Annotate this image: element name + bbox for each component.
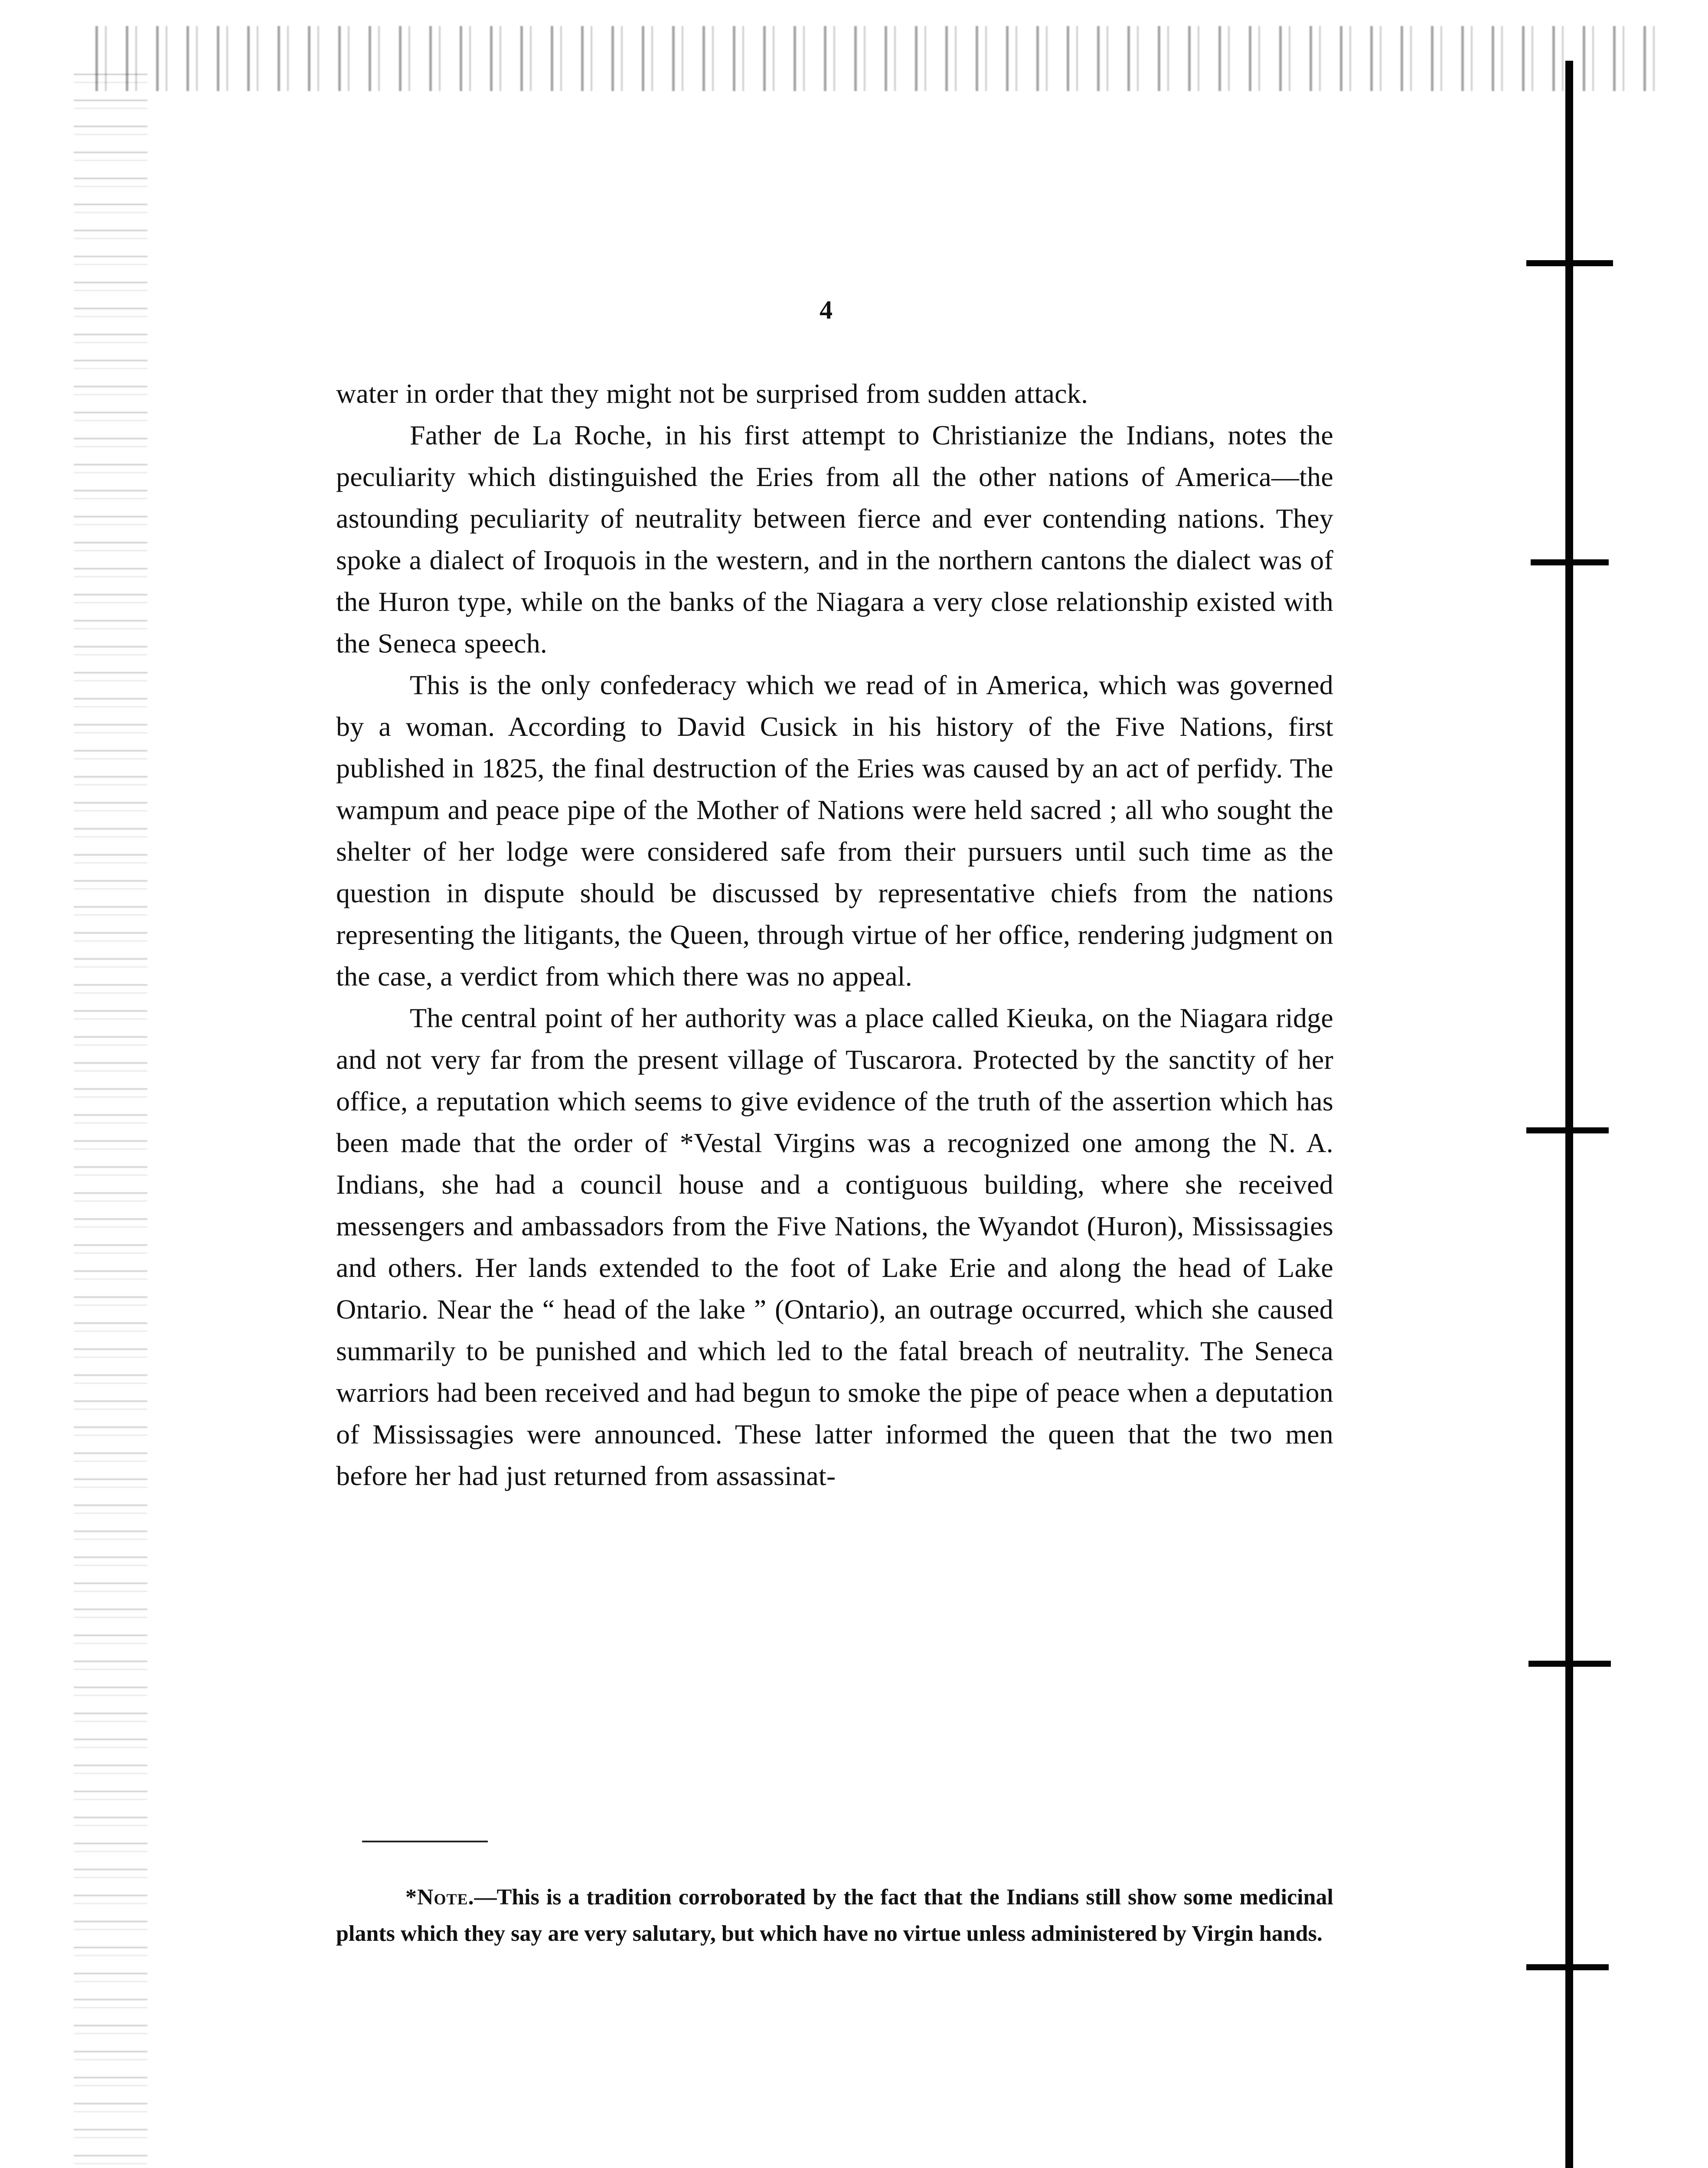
paragraph: water in order that they might not be surprised from sudden attack. [336, 378, 1088, 409]
paragraph: Father de La Roche, in his first attempt to Christianize the Indians, notes the peculiarity which distinguished the Eries from all the other nations of America—the astounding peculiarity of neutrality between fierce and ever contending nations. They spoke a dialect of Iroquois in the western, and in the northern cantons the dialect was of the Huron type, while on the banks of the Niagara a very close relationship existed with the Seneca speech. [336, 420, 1333, 659]
binding-tick [1531, 559, 1609, 565]
footnote [336, 1879, 1333, 1952]
binding-tick [1526, 260, 1613, 266]
binding-edge [1565, 61, 1573, 2168]
paragraph: The central point of her authority was a place called Kieuka, on the Niagara ridge and not very far from the present village of Tuscarora. Protected by the sanctity of her office, a reputation which seems to give evidence of the truth of the assertion which has been made that the order of *Vestal Virgins was a recognized one among the N. A. Indians, she had a council house and a contiguous building, where she received messengers and ambassadors from the Five Nations, the Wyandot (Huron), Mississagies and others. Her lands extended to the foot of Lake Erie and along the head of Lake Ontario. Near the “ head of the lake ” (Ontario), an outrage occurred, which she caused summarily to be punished and which led to the fatal breach of neutrality. The Seneca warriors had been received and had begun to smoke the pipe of peace when a deputation of Mississagies were announced. These latter informed the queen that the two men before her had just returned from assassinat- [336, 1002, 1333, 1491]
footnote-label: *Note. [405, 1885, 474, 1910]
scan-edge-top [95, 26, 1665, 91]
page-number: 4 [820, 296, 833, 324]
scan-edge-left [74, 74, 147, 2168]
footnote-rule [362, 1841, 488, 1842]
footnote-text: —This is a tradition corroborated by the fact that the Indians still show some medicinal plants which they say are very salutary, but which have no virtue unless administered by Virgin hands. [336, 1885, 1333, 1946]
binding-tick [1528, 1661, 1611, 1667]
binding-tick [1526, 1964, 1609, 1970]
paragraph: This is the only confederacy which we read of in America, which was governed by a woman. According to David Cusick in his history of the Five Nations, first published in 1825, the final destruction of the Eries was caused by an act of perfidy. The wampum and peace pipe of the Mother of Nations were held sacred ; all who sought the shelter of her lodge were considered safe from their pursuers until such time as the question in dispute should be discussed by representative chiefs from the nations representing the litigants, the Queen, through virtue of her office, rendering judgment on the case, a verdict from which there was no appeal. [336, 669, 1333, 992]
binding-tick [1526, 1127, 1609, 1133]
body-text [336, 373, 1333, 1497]
